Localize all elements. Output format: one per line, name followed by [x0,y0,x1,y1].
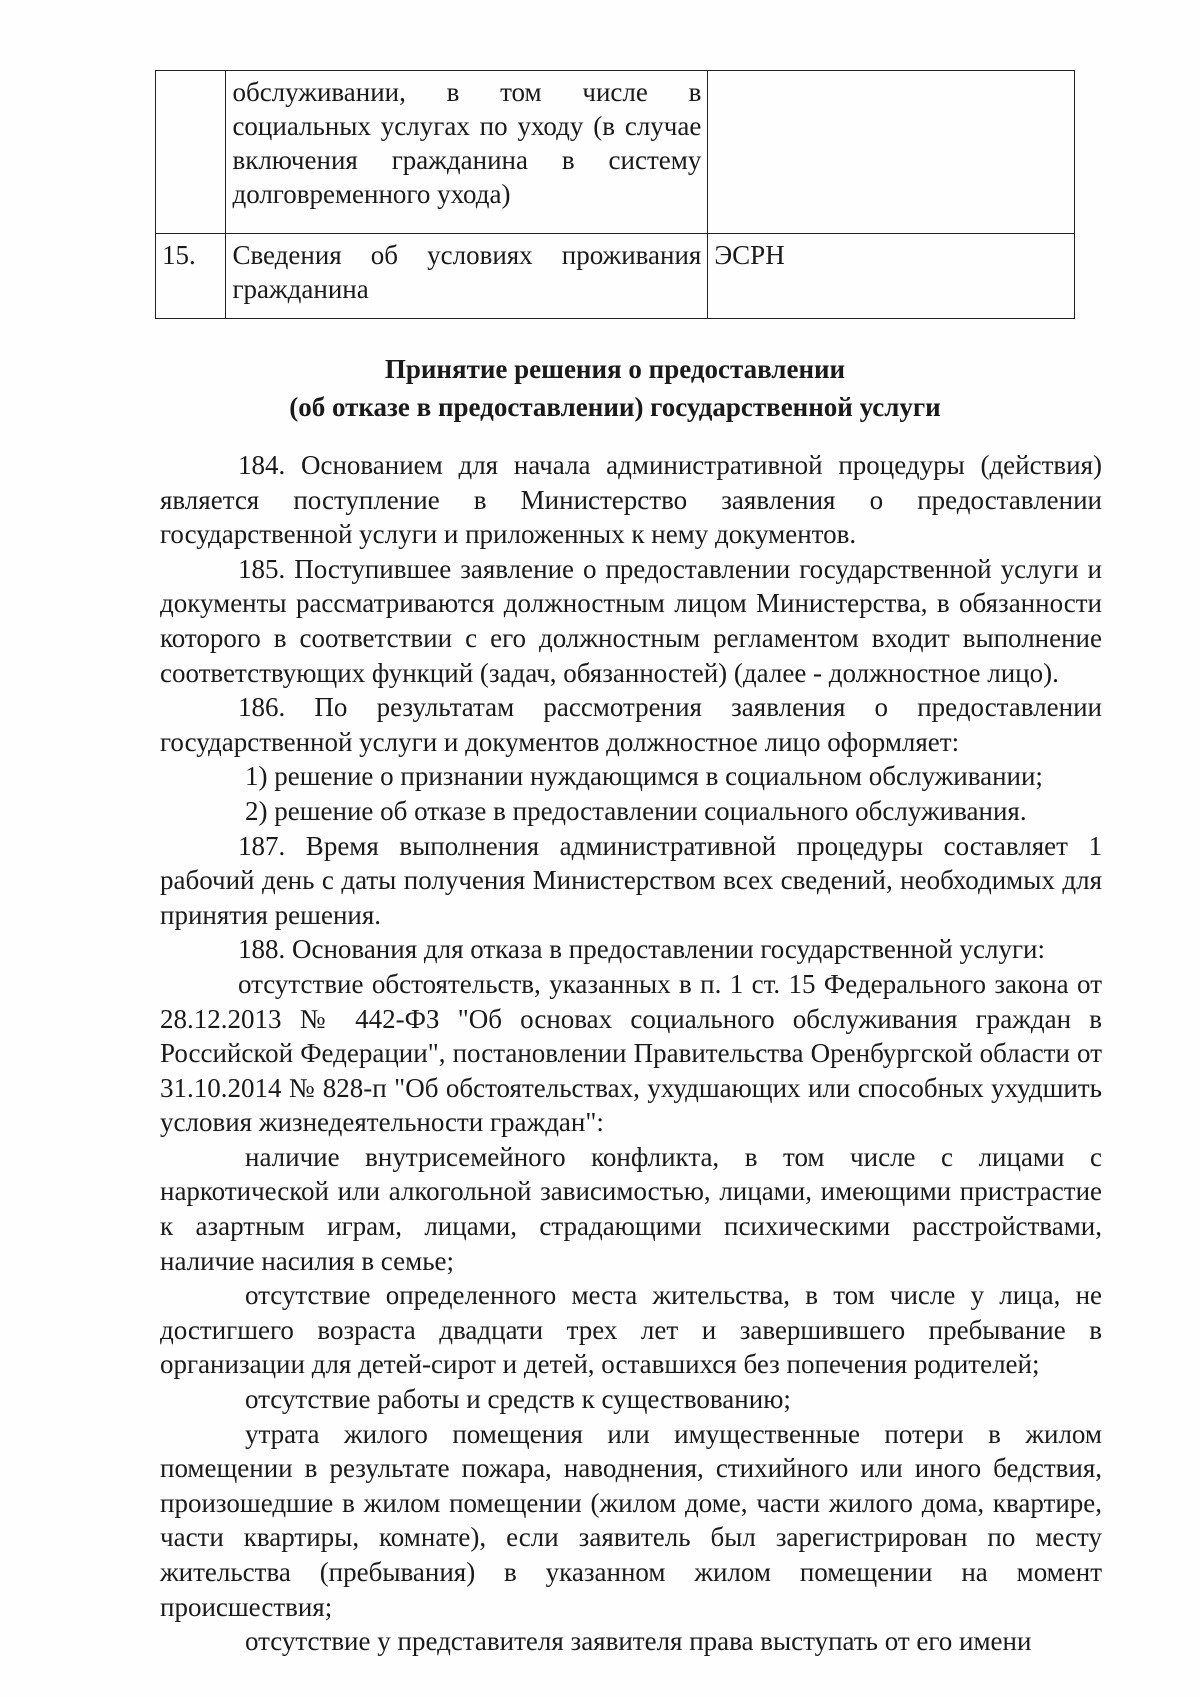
section-heading [150,350,1080,426]
row-name-cell: обслуживании, в том числе в социальных услугах по уходу (в случае включения гражданина в систему долговременного ухода) [226,71,708,234]
refusal-ground-residence: отсутствие определенного места жительства, в том числе у лица, не достигшего возраста двадцати трех лет и завершившего пребывание в организации для детей-сирот и детей, оставшихся без попечения родителей; [160,1280,1102,1380]
paragraph-186: 186. По результатам рассмотрения заявления о предоставлении государственной услуги и документов должностное лицо оформляет: [160,692,1102,757]
table-row [156,71,1075,234]
list-item-2: 2) решение об отказе в предоставлении социального обслуживания. [245,795,1027,826]
refusal-ground-housing-loss: утрата жилого помещения или имущественные потери в жилом помещении в результате пожара, наводнения, стихийного или иного бедствия, произошедшие в жилом помещении (жилом доме, части жилого дома, квартире, части квартиры, комнате), если заявитель был зарегистрирован по месту жительства (пребывания) в указанном жилом помещении на момент происшествия; [160,1418,1102,1622]
paragraph-187: 187. Время выполнения административной процедуры составляет 1 рабочий день с даты получения Министерством всех сведений, необходимых для принятия решения. [160,830,1102,930]
row-number-cell [156,71,226,234]
row-name-cell: Сведения об условиях проживания гражданина [226,234,708,319]
paragraph-185: 185. Поступившее заявление о предоставлении государственной услуги и документы рассматриваются должностным лицом Министерства, в обязанности которого в соответствии с его должностным регламентом входит выполнение соответствующих функций (задач, обязанностей) (далее - должностное лицо). [160,553,1102,688]
body-text [160,448,1102,1659]
heading-line-2: (об отказе в предоставлении) государственной услуги [289,392,941,422]
heading-line-1: Принятие решения о предоставлении [384,354,846,384]
list-item-1: 1) решение о признании нуждающимся в социальном обслуживании; [245,761,1043,792]
refusal-ground-1: отсутствие обстоятельств, указанных в п. 1 ст. 15 Федерального закона от 28.12.2013 № 442-ФЗ "Об основах социального обслуживания граждан в Российской Федерации", постановлении Правительства Оренбургской области от 31.10.2014 № 828-п "Об обстоятельствах, ухудшающих или способных ухудшить условия жизнедеятельности граждан": [160,968,1102,1138]
services-table [155,70,1075,319]
refusal-ground-work: отсутствие работы и средств к существованию; [245,1384,791,1415]
refusal-ground-conflict: наличие внутрисемейного конфликта, в том числе с лицами с наркотической или алкогольной зависимостью, лицами, имеющими пристрастие к азартным играм, лицами, страдающими психическими расстройствами, наличие насилия в семье; [160,1141,1102,1276]
row-source-cell: ЭСРН [708,234,1075,319]
refusal-ground-representative: отсутствие у представителя заявителя права выступать от его имени [245,1626,1032,1657]
row-number-cell: 15. [156,234,226,319]
table-row [156,234,1075,319]
row-source-cell [708,71,1075,234]
paragraph-184: 184. Основанием для начала административной процедуры (действия) является поступление в Министерство заявления о предоставлении государственной услуги и приложенных к нему документов. [160,450,1102,550]
paragraph-188: 188. Основания для отказа в предоставлении государственной услуги: [238,934,1045,965]
